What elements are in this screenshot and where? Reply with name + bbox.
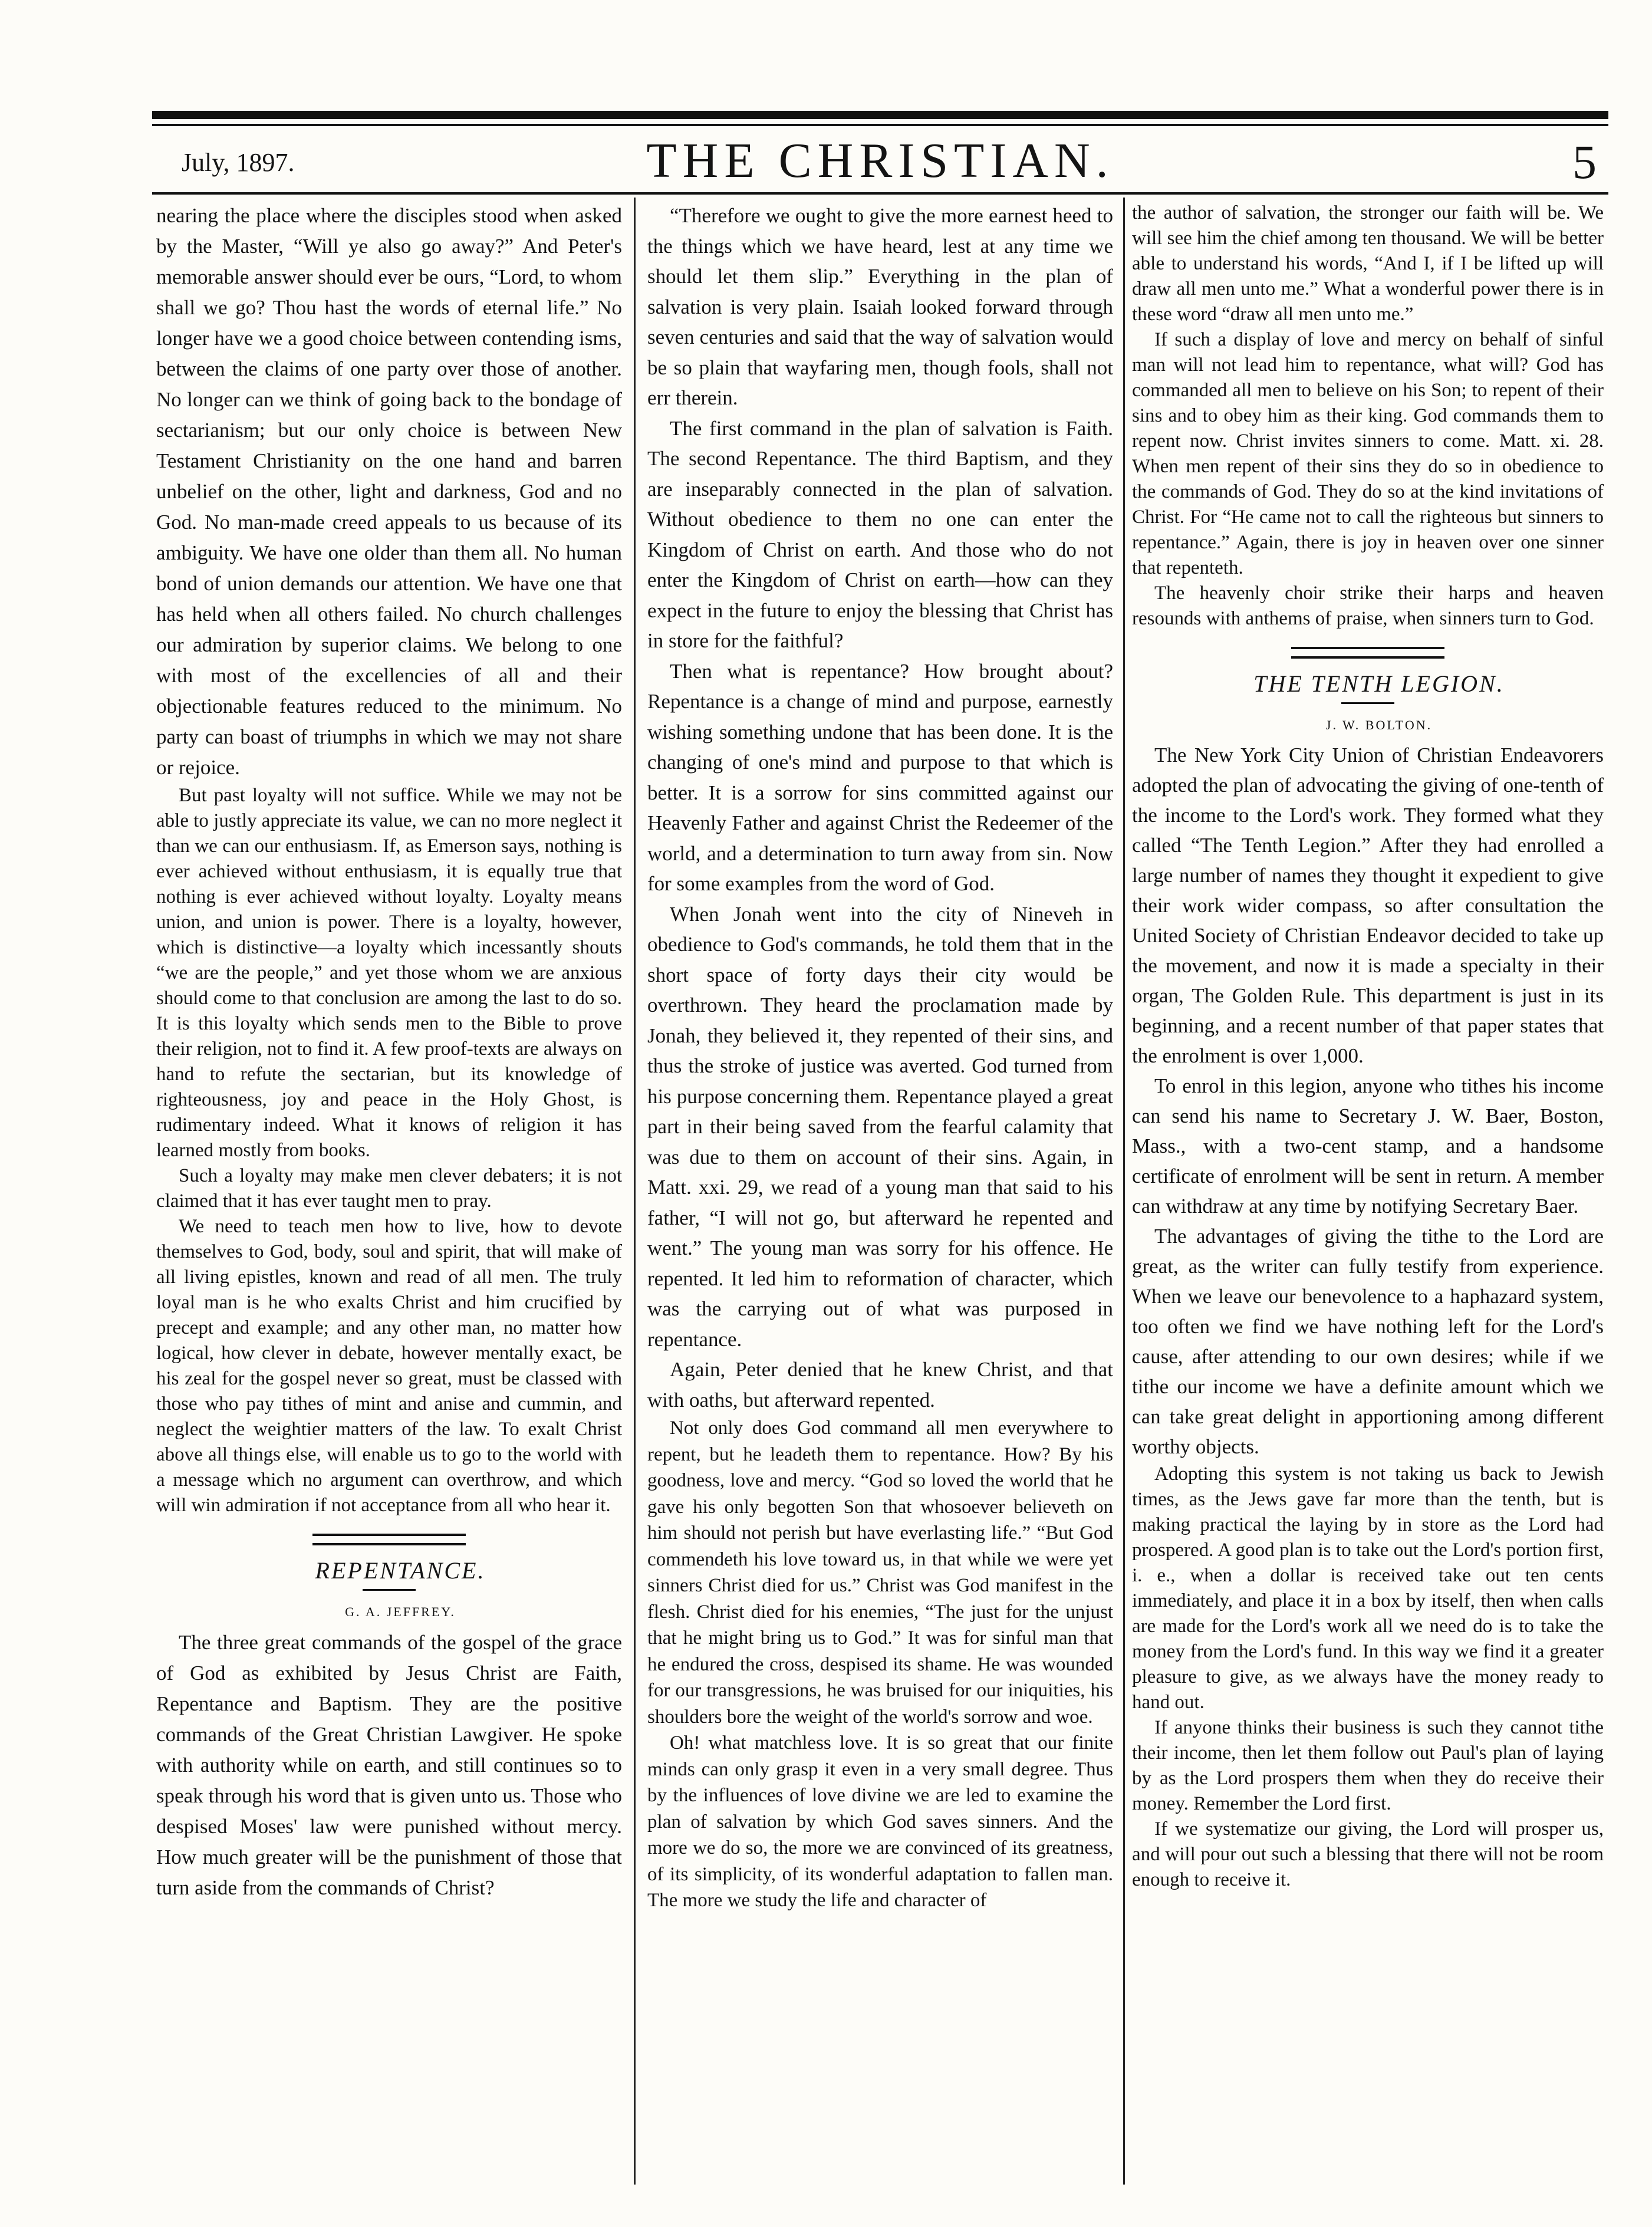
column-divider [634, 198, 636, 2185]
top-rule [152, 111, 1608, 119]
column-2 [647, 200, 1113, 2205]
paragraph: The heavenly choir strike their harps and heaven resounds with anthems of praise, when sinners turn to God. [1132, 583, 1604, 629]
paragraph: The three great commands of the gospel of the grace of God as exhibited by Jesus Christ are Faith, Repentance and Baptism. They are the positive commands of the Great Christian Lawgiver. He spoke with authority while on earth, and still continues so to speak through his word that is given unto us. Those who despised Moses' law were punished without mercy. How much greater will be the punishment of those that turn aside from the commands of Christ? [156, 1631, 622, 1899]
paragraph: If anyone thinks their business is such they cannot tithe their income, then let them follow out Paul's plan of laying by as the Lord prospers them when they do receive their money. Remember the Lord first. [1132, 1717, 1604, 1814]
paragraph: The New York City Union of Christian Endeavorers adopted the plan of advocating the giving of one-tenth of the income to the Lord's work. They formed what they called “The Tenth Legion.” After they had enrolled a large number of names they thought it expedient to give their work wider compass, so after consultation the United Society of Christian Endeavor decided to take up the movement, and now it is made a specialty in their organ, The Golden Rule. This department is just in its beginning, and a recent number of that paper states that the enrolment is over 1,000. [1132, 744, 1604, 1067]
top-rule-thin [152, 124, 1608, 126]
column-1 [156, 200, 622, 2205]
paragraph: “Therefore we ought to give the more earnest heed to the things which we have heard, lest at any time we should let them slip.” Everything in the plan of salvation is very plain. Isaiah looked forward through seven centuries and said that the way of salvation would be so plain that wayfaring men, though fools, shall not err therein. [647, 204, 1113, 409]
paragraph: Oh! what matchless love. It is so great that our finite minds can only grasp it even in a very small degree. Thus by the influences of love divine we are led to examine the plan of salvation by which God saves sinners. And the more we do so, the more we are convinced of its greatness, of its simplicity, of its wonderful adaptation to fallen man. The more we study the life and character of [647, 1732, 1113, 1911]
paragraph: If we systematize our giving, the Lord will prosper us, and will pour out such a blessing that there will not be room enough to receive it. [1132, 1818, 1604, 1890]
section-divider [1291, 647, 1444, 659]
article-heading: REPENTANCE. [315, 1557, 486, 1584]
column-3 [1132, 200, 1604, 2205]
article-byline: J. W. BOLTON. [1325, 718, 1433, 732]
paragraph: Adopting this system is not taking us back to Jewish times, as the Jews gave far more than the tenth, but is making practical the laying by in store as the Lord had prospered. A good plan is to take out the Lord's portion first, i. e., when a dollar is received take out ten cents immediately, and place it in a box by itself, then when calls are made for the Lord's work all we need do is to take the money from the Lord's fund. In this way we find it a greater pleasure to give, as we always have the money ready to hand out. [1132, 1463, 1604, 1713]
masthead [152, 127, 1608, 192]
section-divider [312, 1534, 466, 1545]
paragraph: nearing the place where the disciples stood when asked by the Master, “Will ye also go away?” And Peter's memorable answer should ever be ours, “Lord, to whom shall we go? Thou hast the words of eternal life.” No longer have we a good choice between contending isms, between the claims of one party over those of another. No longer can we think of going back to the bondage of sectarianism; but our only choice is between New Testament Christianity on the one hand and barren unbelief on the other, light and darkness, God and no God. No man-made creed appeals to us because of its ambiguity. We have one older than them all. No human bond of union demands our attention. We have one that has held when all others failed. No church challenges our admiration by superior claims. We belong to one with most of the excellencies of all and their objectionable features reduced to the minimum. No party can boast of triumphs in which we may not share or rejoice. [156, 204, 622, 779]
page-number: 5 [1572, 135, 1597, 189]
heading-rule [1341, 702, 1394, 704]
paragraph: If such a display of love and mercy on behalf of sinful man will not lead him to repentance, what will? God has commanded all men to believe on his Son; to repent of their sins and to obey him as their king. God commands them to repent now. Christ invites sinners to come. Matt. xi. 28. When men repent of their sins they do so in obedience to the commands of God. They do so at the kind invitations of Christ. For “He came not to call the righteous but sinners to repentance.” Again, there is joy in heaven over one sinner that repenteth. [1132, 329, 1604, 578]
paragraph: To enrol in this legion, anyone who tithes his income can send his name to Secretary J. W. Baer, Boston, Mass., with a two-cent stamp, and a handsome certificate of enrolment will be sent in return. A member can withdraw at any time by notifying Secretary Baer. [1132, 1074, 1604, 1218]
issue-date: July, 1897. [182, 148, 295, 177]
paragraph: The advantages of giving the tithe to the Lord are great, as the writer can fully testify from experience. When we leave our benevolence to a haphazard system, too often we find we have nothing left for the Lord's cause, after attending to our own desires; while if we tithe our income we have a definite amount which we can take great delight in apportioning among different worthy objects. [1132, 1225, 1604, 1458]
paragraph: Then what is repentance? How brought about? Repentance is a change of mind and purpose, earnestly wishing something undone that has been done. It is the changing of one's mind and purpose to that which is better. It is a sorrow for sins committed against our Heavenly Father and against Christ the Redeemer of the world, and a determination to turn away from sin. Now for some examples from the word of God. [647, 659, 1113, 895]
paragraph: Not only does God command all men everywhere to repent, but he leadeth them to repentance. How? By his goodness, love and mercy. “God so loved the world that he gave his only begotten Son that whosoever believeth on him should not perish but have everlasting life.” “But God commendeth his love toward us, in that while we were yet sinners Christ died for us.” Christ was God manifest in the flesh. Christ died for his enemies, “The just for the unjust that he might bring us to God.” It was for sinful man that he endured the cross, despised its shame. He was wounded for our transgressions, he was bruised for our iniquities, his shoulders bore the weight of the world's sorrow and woe. [647, 1417, 1113, 1728]
paragraph: Again, Peter denied that he knew Christ, and that with oaths, but afterward repented. [647, 1358, 1113, 1412]
paragraph: The first command in the plan of salvation is Faith. The second Repentance. The third Baptism, and they are inseparably connected in the plan of salvation. Without obedience to them no one can enter the Kingdom of Christ on earth. And those who do not enter the Kingdom of Christ on earth—how can they expect in the future to enjoy the blessing that Christ has in store for the faithful? [647, 416, 1113, 652]
article-byline: G. A. JEFFREY. [345, 1604, 456, 1619]
article-heading: THE TENTH LEGION. [1253, 670, 1505, 697]
masthead-rule [152, 192, 1608, 195]
paragraph: But past loyalty will not suffice. While we may not be able to justly appreciate its value, we can no more neglect it than we can our enthusiasm. If, as Emerson says, nothing is ever achieved without enthusiasm, it is equally true that nothing is ever achieved without loyalty. Loyalty means union, and union is power. There is a loyalty, however, which is distinctive—a loyalty which incessantly shouts “we are the people,” and yet those whom we are anxious should come to that conclusion are among the last to do so. It is this loyalty which sends men to the Bible to prove their religion, not to find it. A few proof-texts are always on hand to refute the sectarian, but its knowledge of righteousness, joy and peace in the Holy Ghost, is rudimentary indeed. What it knows of religion it has learned mostly from books. [156, 785, 622, 1161]
paragraph: the author of salvation, the stronger our faith will be. We will see him the chief among ten thousand. We will be better able to understand his words, “And I, if I be lifted up will draw all men unto me.” What a wonderful power there is in these word “draw all men unto me.” [1132, 202, 1604, 325]
paragraph: When Jonah went into the city of Nineveh in obedience to God's commands, he told them that in the short space of forty days their city would be overthrown. They heard the proclamation made by Jonah, they believed it, they repented of their sins, and thus the stroke of justice was averted. God turned from his purpose concerning them. Repentance played a great part in their being saved from the fearful calamity that was due to them on account of their sins. Again, in Matt. xxi. 29, we read of a young man that said to his father, “I will not go, but afterward he repented and went.” The young man was sorry for his offence. He repented. It led him to reformation of character, which was the carrying out of what was purposed in repentance. [647, 902, 1113, 1351]
publication-title: THE CHRISTIAN. [646, 133, 1114, 188]
heading-rule [363, 1589, 416, 1591]
column-divider [1123, 198, 1125, 2185]
paragraph: Such a loyalty may make men clever debaters; it is not claimed that it has ever taught men to pray. [156, 1165, 622, 1212]
paragraph: We need to teach men how to live, how to devote themselves to God, body, soul and spirit, that will make of all living epistles, known and read of all men. The truly loyal man is he who exalts Christ and him crucified by precept and example; and any other man, no matter how logical, how clever in debate, however mentally exact, be his zeal for the gospel never so great, must be classed with those who pay tithes of mint and anise and cummin, and neglect the weightier matters of the law. To exalt Christ above all things else, will enable us to go to the world with a message which no argument can overthrow, and which will win admiration if not acceptance from all who hear it. [156, 1216, 622, 1516]
